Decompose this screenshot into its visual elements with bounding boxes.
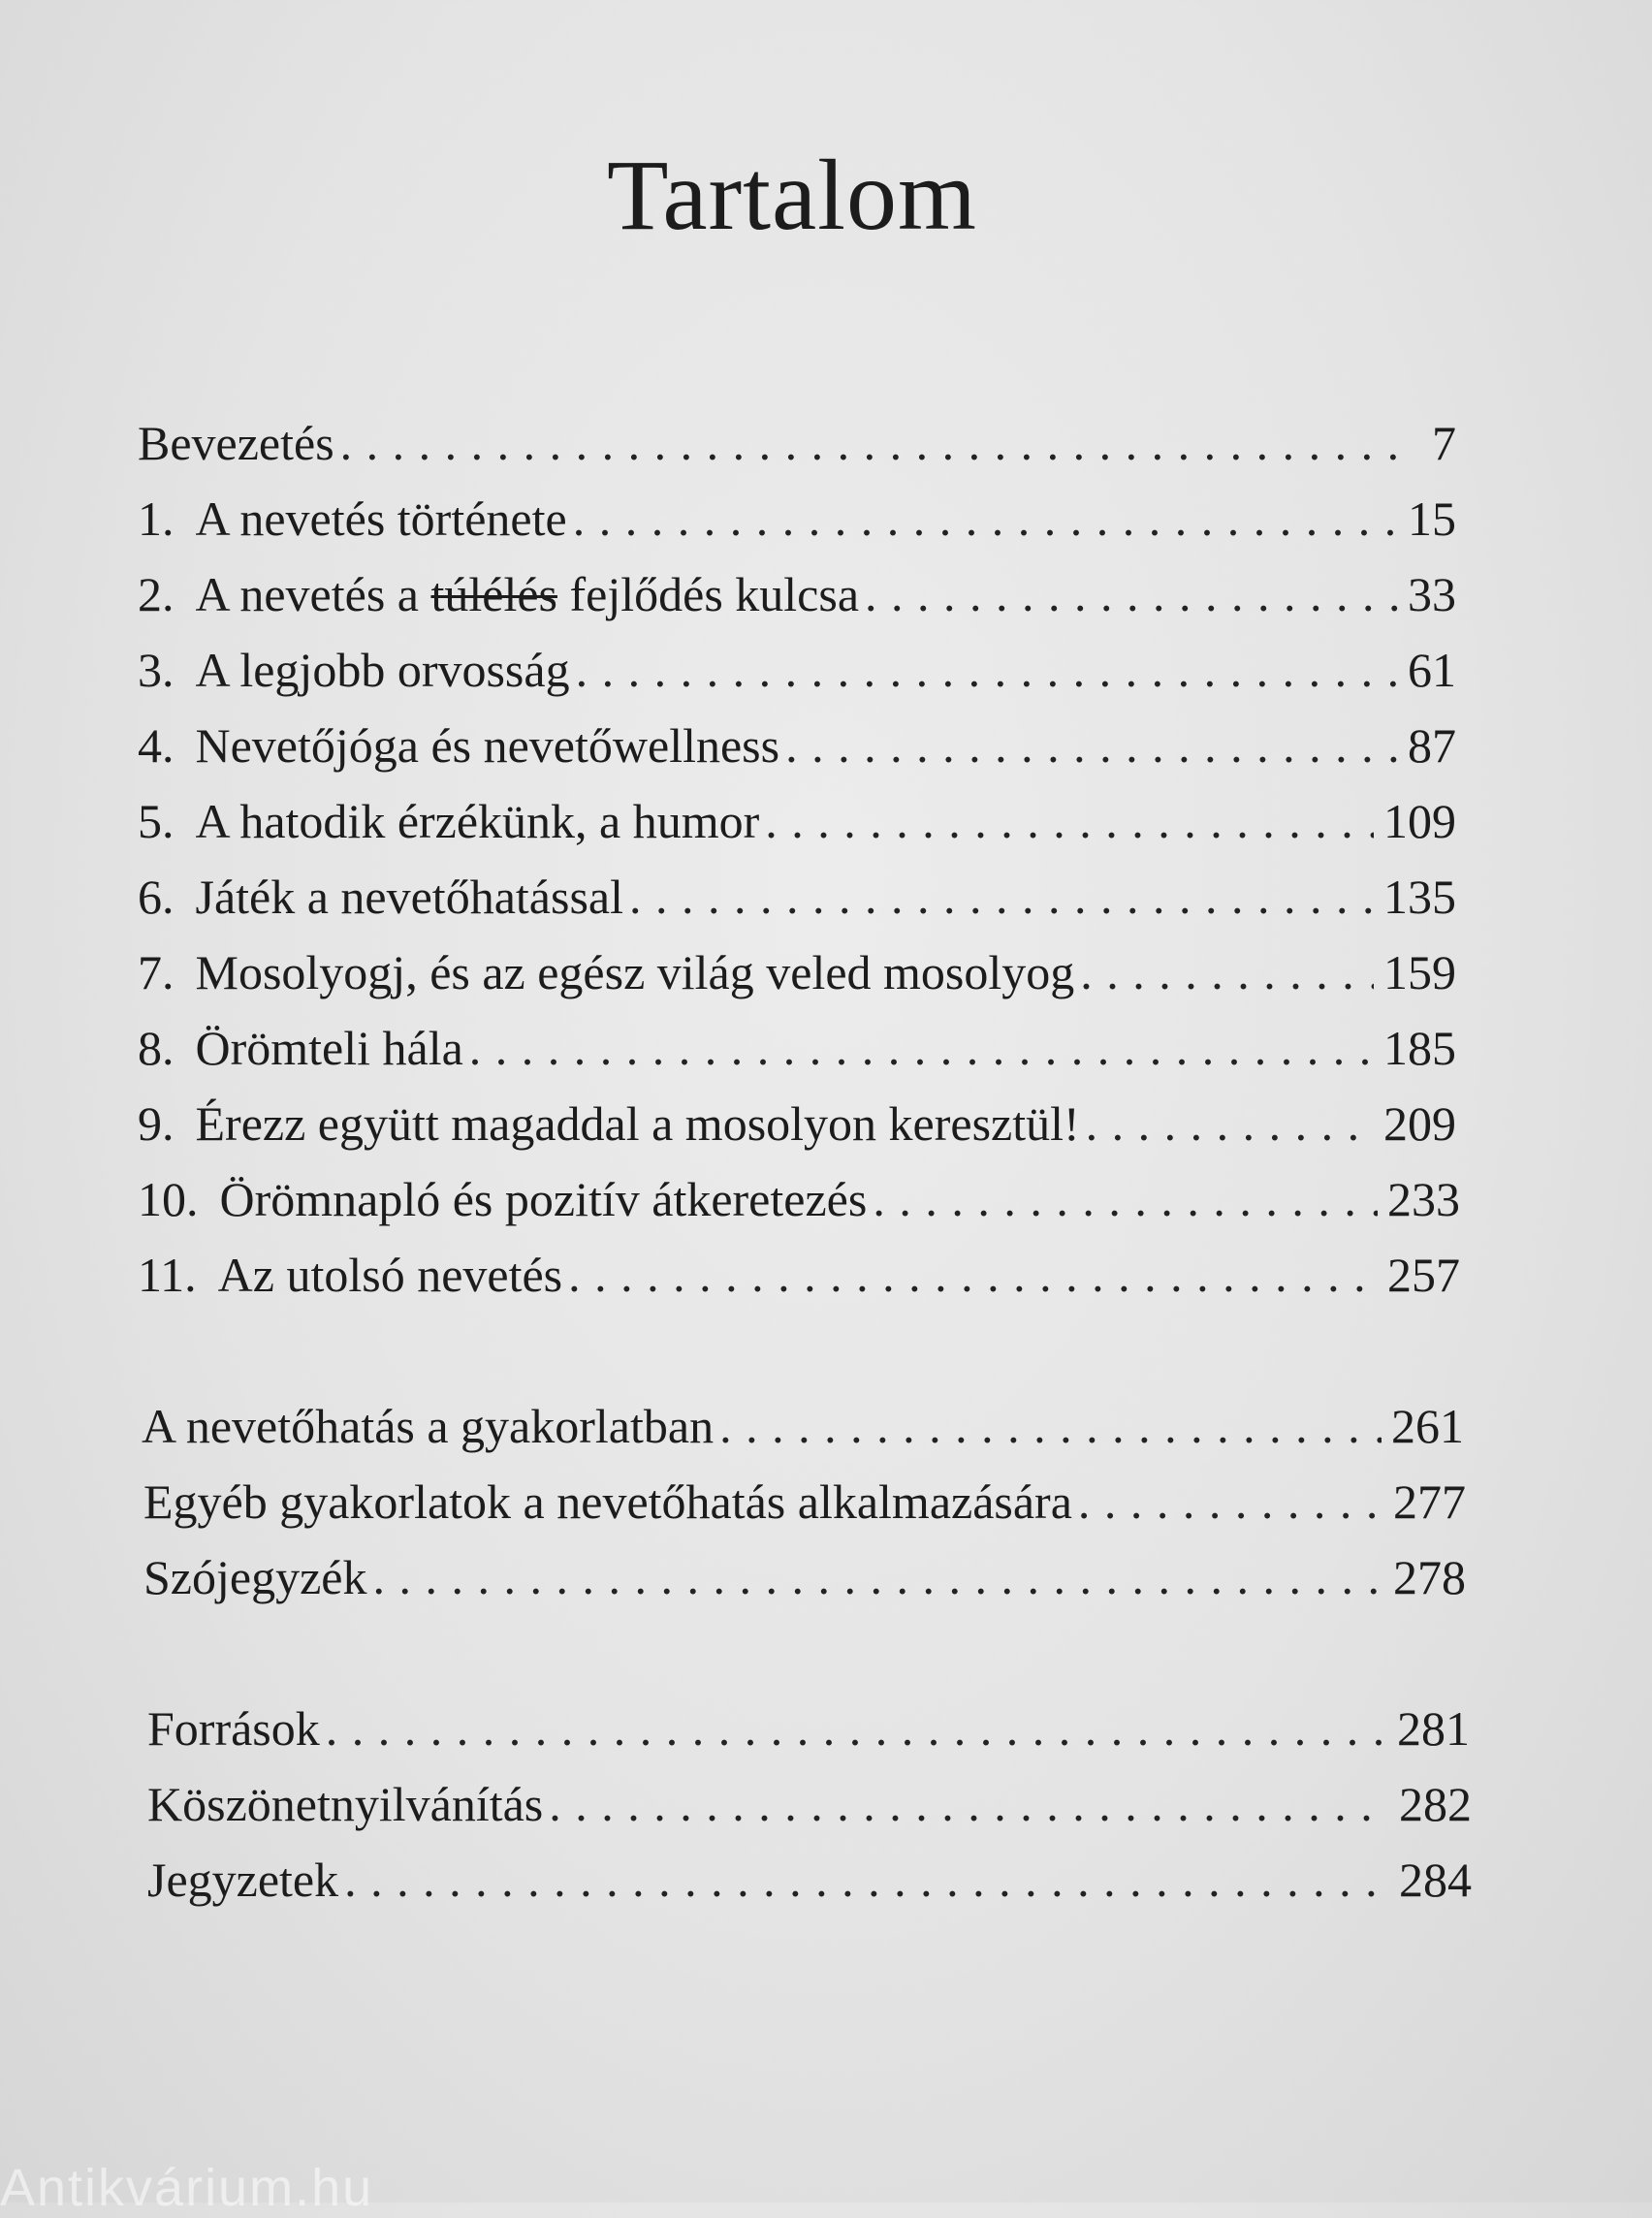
chapter-number: 4.: [138, 718, 175, 773]
toc-entry-label: Nevetőjóga és nevetőwellness: [195, 718, 780, 773]
toc-entry-introduction: [138, 416, 1456, 470]
toc-entry-chapter-5: [138, 794, 1456, 848]
toc-entry-page: 33: [1408, 567, 1456, 621]
toc-entry-practice: [142, 1399, 1464, 1453]
toc-entry-label: A nevetés története: [195, 491, 567, 546]
chapter-number: 5.: [138, 794, 175, 848]
toc-entry-chapter-1: [138, 491, 1456, 546]
toc-entry-label: Mosolyogj, és az egész világ veled mosolyog: [195, 945, 1075, 999]
leader-dots: [568, 1251, 1378, 1299]
toc-entry-chapter-3: [138, 643, 1456, 697]
chapter-number: 8.: [138, 1021, 175, 1075]
toc-entry-sources: [147, 1701, 1470, 1756]
toc-entry-chapter-8: [138, 1021, 1456, 1075]
toc-entry-acknowledgements: [147, 1777, 1472, 1831]
toc-entry-chapter-10: [138, 1172, 1460, 1226]
toc-entry-label: Egyéb gyakorlatok a nevetőhatás alkalmazására: [143, 1474, 1072, 1529]
toc-entry-other-exercises: [143, 1474, 1466, 1529]
toc-entry-page: 61: [1408, 643, 1456, 697]
toc-entry-label: Örömteli hála: [195, 1021, 463, 1075]
leader-dots: [873, 1175, 1378, 1223]
toc-entry-label: [195, 567, 860, 621]
label-part: fejlődés kulcsa: [569, 567, 860, 621]
label-part: A nevetés a: [195, 567, 419, 621]
toc-entry-label: Források: [147, 1701, 320, 1756]
toc-entry-chapter-7: [138, 945, 1456, 999]
toc-entry-page: 284: [1399, 1853, 1472, 1907]
leader-dots: [344, 1855, 1389, 1904]
toc-entry-chapter-4: [138, 718, 1456, 773]
toc-entry-page: 277: [1393, 1474, 1466, 1529]
leader-dots: [1080, 948, 1374, 997]
toc-entry-label: Köszönetnyilvánítás: [147, 1777, 544, 1831]
leader-dots: [573, 494, 1398, 543]
struck-word: túlélés: [430, 567, 557, 621]
toc-entry-page: 281: [1397, 1701, 1470, 1756]
toc-entry-notes: [147, 1853, 1472, 1907]
leader-dots: [1086, 1099, 1374, 1148]
toc-entry-page: 109: [1383, 794, 1456, 848]
leader-dots: [1078, 1477, 1383, 1526]
toc-entry-page: 209: [1383, 1096, 1456, 1151]
leader-dots: [865, 570, 1398, 618]
leader-dots: [372, 1553, 1383, 1601]
chapter-number: 2.: [138, 567, 175, 621]
toc-entry-label: Játék a nevetőhatással: [195, 870, 623, 924]
leader-dots: [719, 1402, 1382, 1450]
toc-entry-page: 233: [1387, 1172, 1460, 1226]
chapter-number: 3.: [138, 643, 175, 697]
toc-entry-glossary: [143, 1550, 1466, 1604]
toc-entry-chapter-6: [138, 870, 1456, 924]
toc-entry-chapter-11: [138, 1248, 1460, 1302]
toc-entry-page: 278: [1393, 1550, 1466, 1604]
toc-entry-label: Szójegyzék: [143, 1550, 367, 1604]
leader-dots: [785, 721, 1398, 770]
toc-entry-page: 185: [1383, 1021, 1456, 1075]
leader-dots: [469, 1024, 1374, 1072]
toc-entry-label: Az utolsó nevetés: [217, 1248, 563, 1302]
toc-entry-chapter-9: [138, 1096, 1456, 1151]
toc-entry-label: A nevetőhatás a gyakorlatban: [142, 1399, 715, 1453]
chapter-number: 1.: [138, 491, 175, 546]
toc-entry-page: 257: [1387, 1248, 1460, 1302]
leader-dots: [326, 1704, 1387, 1753]
chapter-number: 9.: [138, 1096, 175, 1151]
leader-dots: [340, 419, 1404, 467]
toc-entry-page: 7: [1432, 416, 1456, 470]
chapter-number: 7.: [138, 945, 175, 999]
toc-entry-page: 261: [1391, 1399, 1464, 1453]
toc-entry-label: Bevezetés: [138, 416, 334, 470]
chapter-number: 6.: [138, 870, 175, 924]
leader-dots: [549, 1780, 1389, 1828]
leader-dots: [629, 872, 1374, 921]
toc-entry-chapter-2: [138, 567, 1456, 621]
chapter-number: 10.: [138, 1172, 199, 1226]
page-title: Tartalom: [607, 140, 977, 251]
toc-entry-label: A hatodik érzékünk, a humor: [195, 794, 760, 848]
leader-dots: [765, 797, 1374, 845]
toc-entry-page: 87: [1408, 718, 1456, 773]
toc-entry-page: 282: [1399, 1777, 1472, 1831]
toc-entry-page: 159: [1383, 945, 1456, 999]
chapter-number: 11.: [138, 1248, 197, 1302]
toc-entry-label: Örömnapló és pozitív átkeretezés: [219, 1172, 868, 1226]
toc-entry-label: Érezz együtt magaddal a mosolyon keresztül!: [195, 1096, 1080, 1151]
watermark: Antikvárium.hu: [0, 2159, 374, 2217]
toc-entry-page: 135: [1383, 870, 1456, 924]
toc-entry-label: A legjobb orvosság: [195, 643, 570, 697]
toc-entry-label: Jegyzetek: [147, 1853, 339, 1907]
leader-dots: [576, 646, 1398, 694]
toc-entry-page: 15: [1408, 491, 1456, 546]
